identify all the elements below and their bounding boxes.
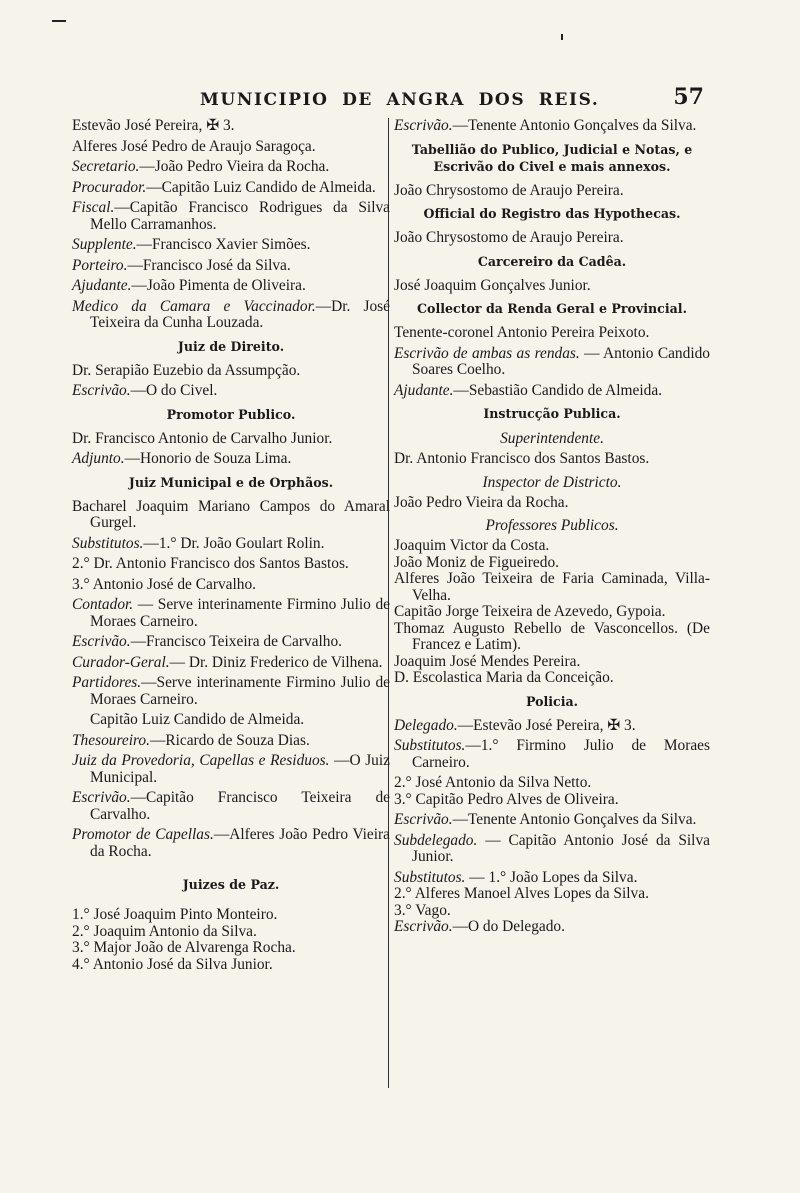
entry-text: —1.° Dr. João Goulart Rolin. — [143, 534, 325, 552]
entry: Capitão Jorge Teixeira de Azevedo, Gypoia. — [394, 603, 666, 620]
entry — [394, 919, 710, 936]
entry — [394, 718, 710, 735]
entry — [394, 812, 710, 829]
entry-label: Escrivão. — [72, 633, 131, 650]
entry: Bacharel Joaquim Mariano Campos do Amaral Gurgel. — [72, 497, 390, 531]
entry-label: Substitutos. — [394, 737, 466, 754]
entry: João Chrysostomo de Araujo Pereira. — [394, 229, 624, 246]
entry-label: Escrivão. — [72, 789, 131, 806]
entry: 2.° Joaquim Antonio da Silva. — [72, 922, 257, 940]
entry: Joaquim José Mendes Pereira. — [394, 652, 581, 670]
entry — [72, 827, 390, 860]
section-heading-registro: Official do Registro das Hypothecas. — [423, 206, 681, 221]
entry — [72, 675, 390, 708]
entry-label: Substitutos. — [394, 868, 466, 886]
entry-text: — Capitão Antonio José da Silva Junior. — [412, 831, 710, 865]
entry-text: —Tenente Antonio Gonçalves da Silva. — [452, 117, 697, 134]
entry: 3.° Antonio José de Carvalho. — [72, 575, 256, 593]
entry — [72, 180, 390, 197]
entry — [72, 597, 390, 630]
entry-text: —Francisco Teixeira de Carvalho. — [130, 633, 343, 650]
entry-text: —João Pedro Vieira da Rocha. — [139, 158, 330, 175]
entry — [72, 237, 390, 254]
entry: 2.° Dr. Antonio Francisco dos Santos Bastos. — [72, 555, 349, 572]
entry: 3.° Vago. — [394, 901, 451, 919]
entry-text: —O do Delegado. — [452, 918, 565, 935]
entry — [72, 451, 390, 468]
entry — [72, 200, 390, 233]
entry-text: —Dr. José Teixeira da Cunha Louzada. — [90, 297, 390, 331]
entry-label: Curador-Geral. — [72, 653, 170, 671]
entry-text: — Dr. Diniz Frederico de Vilhena. — [169, 653, 383, 671]
entry: Tenente-coronel Antonio Pereira Peixoto. — [394, 324, 650, 341]
entry: D. Escolastica Maria da Conceição. — [394, 669, 614, 686]
entry-text: —Capitão Luiz Candido de Almeida. — [146, 178, 376, 196]
entry — [72, 655, 390, 672]
left-column — [72, 118, 390, 973]
entry-text: —1.° Firmino Julio de Moraes Carneiro. — [412, 737, 710, 771]
entry-text: —Ricardo de Souza Dias. — [149, 731, 310, 749]
entry-text: — Serve interinamente Firmino Julio de Moraes Carneiro. — [90, 596, 390, 630]
entry — [72, 383, 390, 400]
entry: José Joaquim Gonçalves Junior. — [394, 276, 591, 294]
entry-label: Escrivão. — [394, 918, 453, 935]
entry-text: — Antonio Candido Soares Coelho. — [412, 344, 710, 378]
entry-label: Ajudante. — [394, 381, 454, 399]
entry: Dr. Francisco Antonio de Carvalho Junior. — [72, 429, 333, 447]
section-heading-carcereiro: Carcereiro da Cadêa. — [477, 253, 627, 269]
section-heading-collector: Collector da Renda Geral e Provincial. — [417, 301, 687, 316]
entry: 2.° José Antonio da Silva Netto. — [394, 774, 592, 791]
entry — [394, 383, 710, 400]
entry — [72, 299, 390, 332]
entry-label: Contador. — [72, 596, 134, 613]
subheading-professores: Professores Publicos. — [485, 517, 619, 534]
entry — [72, 753, 390, 786]
entry: Alferes João Teixeira de Faria Caminada, Villa-Velha. — [394, 570, 710, 604]
entry — [394, 870, 710, 887]
entry: Alferes José Pedro de Araujo Saragoça. — [72, 137, 316, 155]
section-heading-promotor: Promotor Publico. — [166, 406, 296, 422]
entry: 4.° Antonio José da Silva Junior. — [72, 955, 273, 973]
entry-label: Juiz da Provedoria, Capellas e Residuos. — [72, 752, 330, 769]
entry-text: —Serve interinamente Firmino Julio de Moraes Carneiro. — [90, 674, 390, 708]
entry-label: Fiscal. — [72, 199, 115, 216]
page-number: 57 — [673, 84, 704, 110]
entry: Thomaz Augusto Rebello de Vasconcellos. (De Francez e Latim). — [394, 619, 710, 653]
entry-text: —Francisco José da Silva. — [127, 256, 291, 274]
entry-label: Partidores. — [72, 674, 142, 691]
spacer — [72, 864, 390, 870]
entry: Joaquim Victor da Costa. — [394, 537, 550, 554]
running-title: MUNICIPIO DE ANGRA DOS REIS. — [200, 90, 600, 110]
entry: Dr. Antonio Francisco dos Santos Bastos. — [394, 450, 650, 467]
entry-text: —João Pimenta de Oliveira. — [131, 277, 306, 294]
entry-text: —Honorio de Souza Lima. — [124, 450, 292, 467]
entry — [72, 634, 390, 651]
entry-label: Procurador. — [72, 178, 147, 196]
entry-label: Supplente. — [72, 236, 137, 253]
entry: 2.° Alferes Manoel Alves Lopes da Silva. — [394, 885, 649, 902]
entry-text: —O do Civel. — [130, 382, 218, 399]
subheading-superintendente: Superintendente. — [500, 430, 604, 447]
entry: Capitão Luiz Candido de Almeida. — [90, 711, 305, 728]
printer-mark-tick — [561, 34, 563, 40]
entry — [72, 258, 390, 275]
entry-label: Escrivão de ambas as rendas. — [394, 344, 580, 362]
entry: 1.° José Joaquim Pinto Monteiro. — [72, 906, 278, 923]
printer-mark-dash — [52, 20, 66, 22]
entry-text: — 1.° João Lopes da Silva. — [465, 868, 638, 886]
entry — [72, 159, 390, 176]
entry: João Pedro Vieira da Rocha. — [394, 493, 569, 511]
section-heading-instrucao: Instrucção Publica. — [483, 406, 621, 421]
section-heading-tabelliao: Tabellião do Publico, Judicial e Notas, e Escrivão do Civel e mais annexos. — [411, 141, 693, 174]
entry — [394, 738, 710, 771]
section-heading-juizes-paz: Juizes de Paz. — [182, 877, 280, 892]
entry — [394, 833, 710, 866]
entry-label: Escrivão. — [72, 382, 131, 399]
entry: Dr. Serapião Euzebio da Assumpção. — [72, 361, 301, 379]
entry-text: —O Juiz Municipal. — [90, 752, 390, 786]
entry-label: Subdelegado. — [394, 831, 478, 849]
section-heading-juiz-direito: Juiz de Direito. — [177, 338, 285, 354]
entry: João Chrysostomo de Araujo Pereira. — [394, 181, 624, 199]
entry-text: —Estevão José Pereira, ✠ 3. — [457, 716, 636, 734]
entry-label: Medico da Camara e Vaccinador. — [72, 297, 316, 315]
entry-text: —Capitão Francisco Rodrigues da Silva Mello Carramanhos. — [90, 199, 390, 233]
right-column — [394, 118, 710, 940]
entry: Estevão José Pereira, ✠ 3. — [72, 117, 235, 134]
entry — [394, 346, 710, 379]
entry-label: Substitutos. — [72, 534, 144, 552]
section-heading-juiz-municipal: Juiz Municipal e de Orphãos. — [128, 474, 334, 490]
page-header — [200, 84, 710, 112]
entry-label: Thesoureiro. — [72, 731, 150, 749]
entry — [72, 790, 390, 823]
entry — [72, 733, 390, 750]
entry-text: —Francisco Xavier Simões. — [136, 236, 311, 253]
entry-text: —Alferes João Pedro Vieira da Rocha. — [90, 826, 390, 860]
entry — [72, 536, 390, 553]
entry-text: —Capitão Francisco Teixeira de Carvalho. — [90, 789, 390, 823]
entry-label: Porteiro. — [72, 256, 128, 274]
entry-text: —Tenente Antonio Gonçalves da Silva. — [452, 811, 697, 828]
entry-label: Escrivão. — [394, 117, 453, 134]
entry-label: Escrivão. — [394, 811, 453, 828]
entry-label: Delegado. — [394, 716, 458, 734]
entry: 3.° Capitão Pedro Alves de Oliveira. — [394, 790, 619, 808]
entry-text: —Sebastião Candido de Almeida. — [453, 381, 663, 399]
entry-label: Secretario. — [72, 158, 140, 175]
entry: 3.° Major João de Alvarenga Rocha. — [72, 939, 296, 956]
entry-label: Adjunto. — [72, 450, 125, 467]
entry: João Moniz de Figueiredo. — [394, 553, 559, 571]
entry — [394, 118, 710, 135]
entry-label: Promotor de Capellas. — [72, 826, 214, 843]
subheading-inspector: Inspector de Districto. — [482, 473, 622, 491]
section-heading-policia: Policia. — [525, 693, 579, 709]
entry — [72, 278, 390, 295]
entry-label: Ajudante. — [72, 277, 132, 294]
